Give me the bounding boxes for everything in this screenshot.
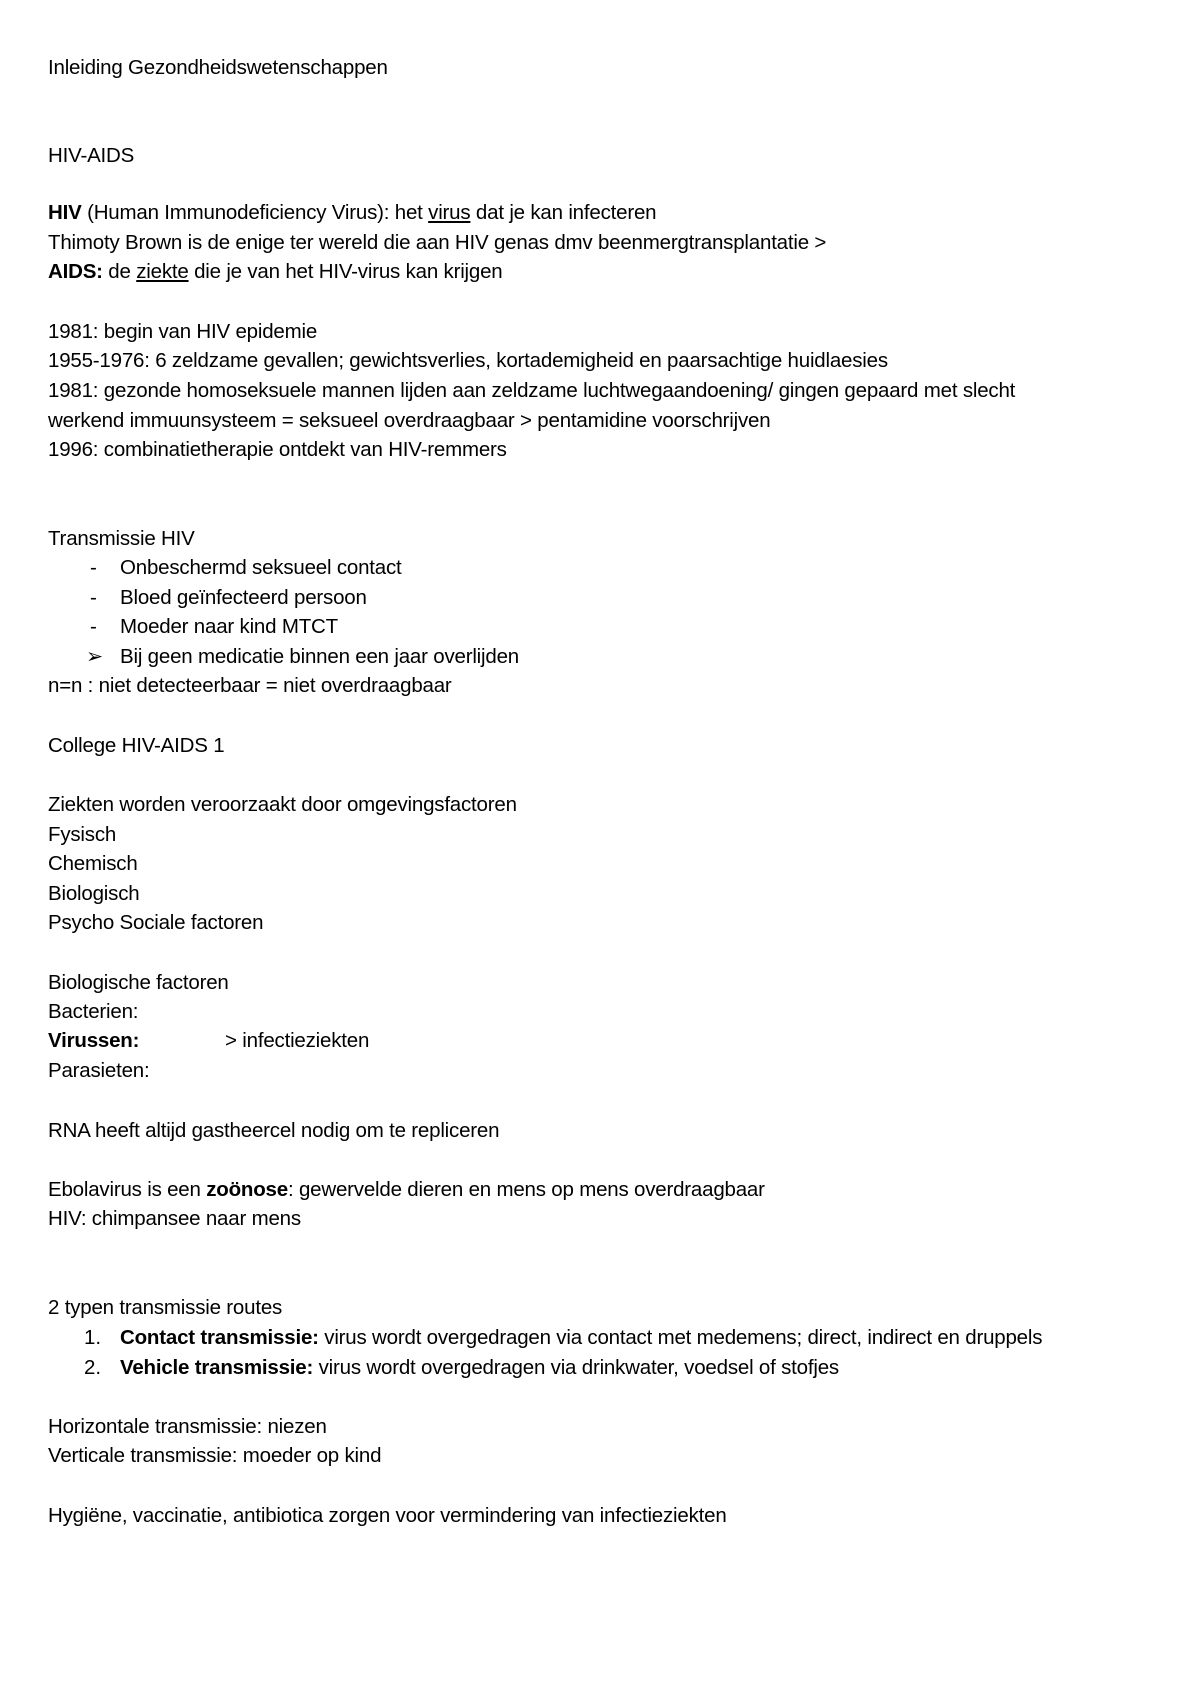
section-heading-hiv-aids: HIV-AIDS [48, 144, 135, 167]
virussen-line [48, 1031, 369, 1052]
hiv-term: HIV [48, 201, 82, 224]
factors-intro: Ziekten worden veroorzaakt door omgevingsfactoren [48, 793, 517, 816]
horizontal-line: Horizontale transmissie: niezen [48, 1415, 327, 1438]
routes-heading: 2 typen transmissie routes [48, 1296, 283, 1319]
chimp-line: HIV: chimpansee naar mens [48, 1207, 301, 1230]
ebola-part: : gewervelde dieren en mens op mens overdraagbaar [287, 1178, 765, 1201]
route-text: virus wordt overgedragen via contact met medemens; direct, indirect en druppels [318, 1326, 1043, 1349]
list-dash: - [90, 556, 97, 579]
timeline-line: 1981: gezonde homoseksuele mannen lijden aan zeldzame luchtwegaandoening/ gingen gepaard met slecht [48, 379, 1016, 402]
brown-line: Thimoty Brown is de enige ter wereld die aan HIV genas dmv beenmergtransplantatie > [48, 231, 827, 254]
vertical-line: Verticale transmissie: moeder op kind [48, 1444, 382, 1467]
factor-item: Biologisch [48, 882, 140, 905]
arrow-bullet-icon: ➢ [86, 645, 104, 668]
timeline-line: 1996: combinatietherapie ontdekt van HIV-remmers [48, 438, 507, 461]
aids-def-part: die je van het HIV-virus kan krijgen [188, 260, 503, 283]
timeline-line: 1981: begin van HIV epidemie [48, 320, 318, 343]
aids-term: AIDS: [48, 260, 103, 283]
list-number: 1. [84, 1326, 102, 1349]
route-term: Vehicle transmissie: [120, 1356, 314, 1379]
zoonose-term: zoönose [206, 1178, 288, 1201]
aids-definition [48, 262, 503, 283]
hiv-def-underlined: virus [428, 201, 471, 224]
transmission-heading: Transmissie HIV [48, 527, 195, 550]
timeline-line: werkend immuunsysteem = seksueel overdraagbaar > pentamidine voorschrijven [48, 409, 771, 432]
bacterien-label: Bacterien: [48, 1000, 139, 1023]
hiv-def-part: dat je kan infecteren [470, 201, 657, 224]
route-term: Contact transmissie: [120, 1326, 319, 1349]
ebola-part: Ebolavirus is een [48, 1178, 207, 1201]
nn-line: n=n : niet detecteerbaar = niet overdraagbaar [48, 674, 452, 697]
list-item: Onbeschermd seksueel contact [120, 556, 402, 579]
timeline-line: 1955-1976: 6 zeldzame gevallen; gewichtsverlies, kortademigheid en paarsachtige huidlaesies [48, 349, 888, 372]
document-title: Inleiding Gezondheidswetenschappen [48, 56, 388, 79]
list-number: 2. [84, 1356, 102, 1379]
hiv-def-part: (Human Immunodeficiency Virus): het [81, 201, 429, 224]
list-dash: - [90, 586, 97, 609]
list-item [120, 1358, 839, 1379]
list-item: Bij geen medicatie binnen een jaar overlijden [120, 645, 519, 668]
list-item [120, 1328, 1042, 1349]
factor-item: Psycho Sociale factoren [48, 911, 264, 934]
parasieten-label: Parasieten: [48, 1059, 150, 1082]
list-dash: - [90, 615, 97, 638]
college-heading: College HIV-AIDS 1 [48, 734, 225, 757]
infectie-label: > infectieziekten [225, 1029, 370, 1052]
ebola-line [48, 1180, 765, 1201]
hygiene-line: Hygiëne, vaccinatie, antibiotica zorgen voor vermindering van infectieziekten [48, 1504, 727, 1527]
list-item: Bloed geïnfecteerd persoon [120, 586, 367, 609]
aids-def-underlined: ziekte [136, 260, 189, 283]
bio-heading: Biologische factoren [48, 971, 229, 994]
list-item: Moeder naar kind MTCT [120, 615, 338, 638]
rna-line: RNA heeft altijd gastheercel nodig om te repliceren [48, 1119, 500, 1142]
route-text: virus wordt overgedragen via drinkwater, voedsel of stofjes [313, 1356, 839, 1379]
virussen-label: Virussen: [48, 1029, 140, 1052]
factor-item: Fysisch [48, 823, 117, 846]
aids-def-part: de [102, 260, 137, 283]
hiv-definition [48, 203, 656, 224]
factor-item: Chemisch [48, 852, 138, 875]
